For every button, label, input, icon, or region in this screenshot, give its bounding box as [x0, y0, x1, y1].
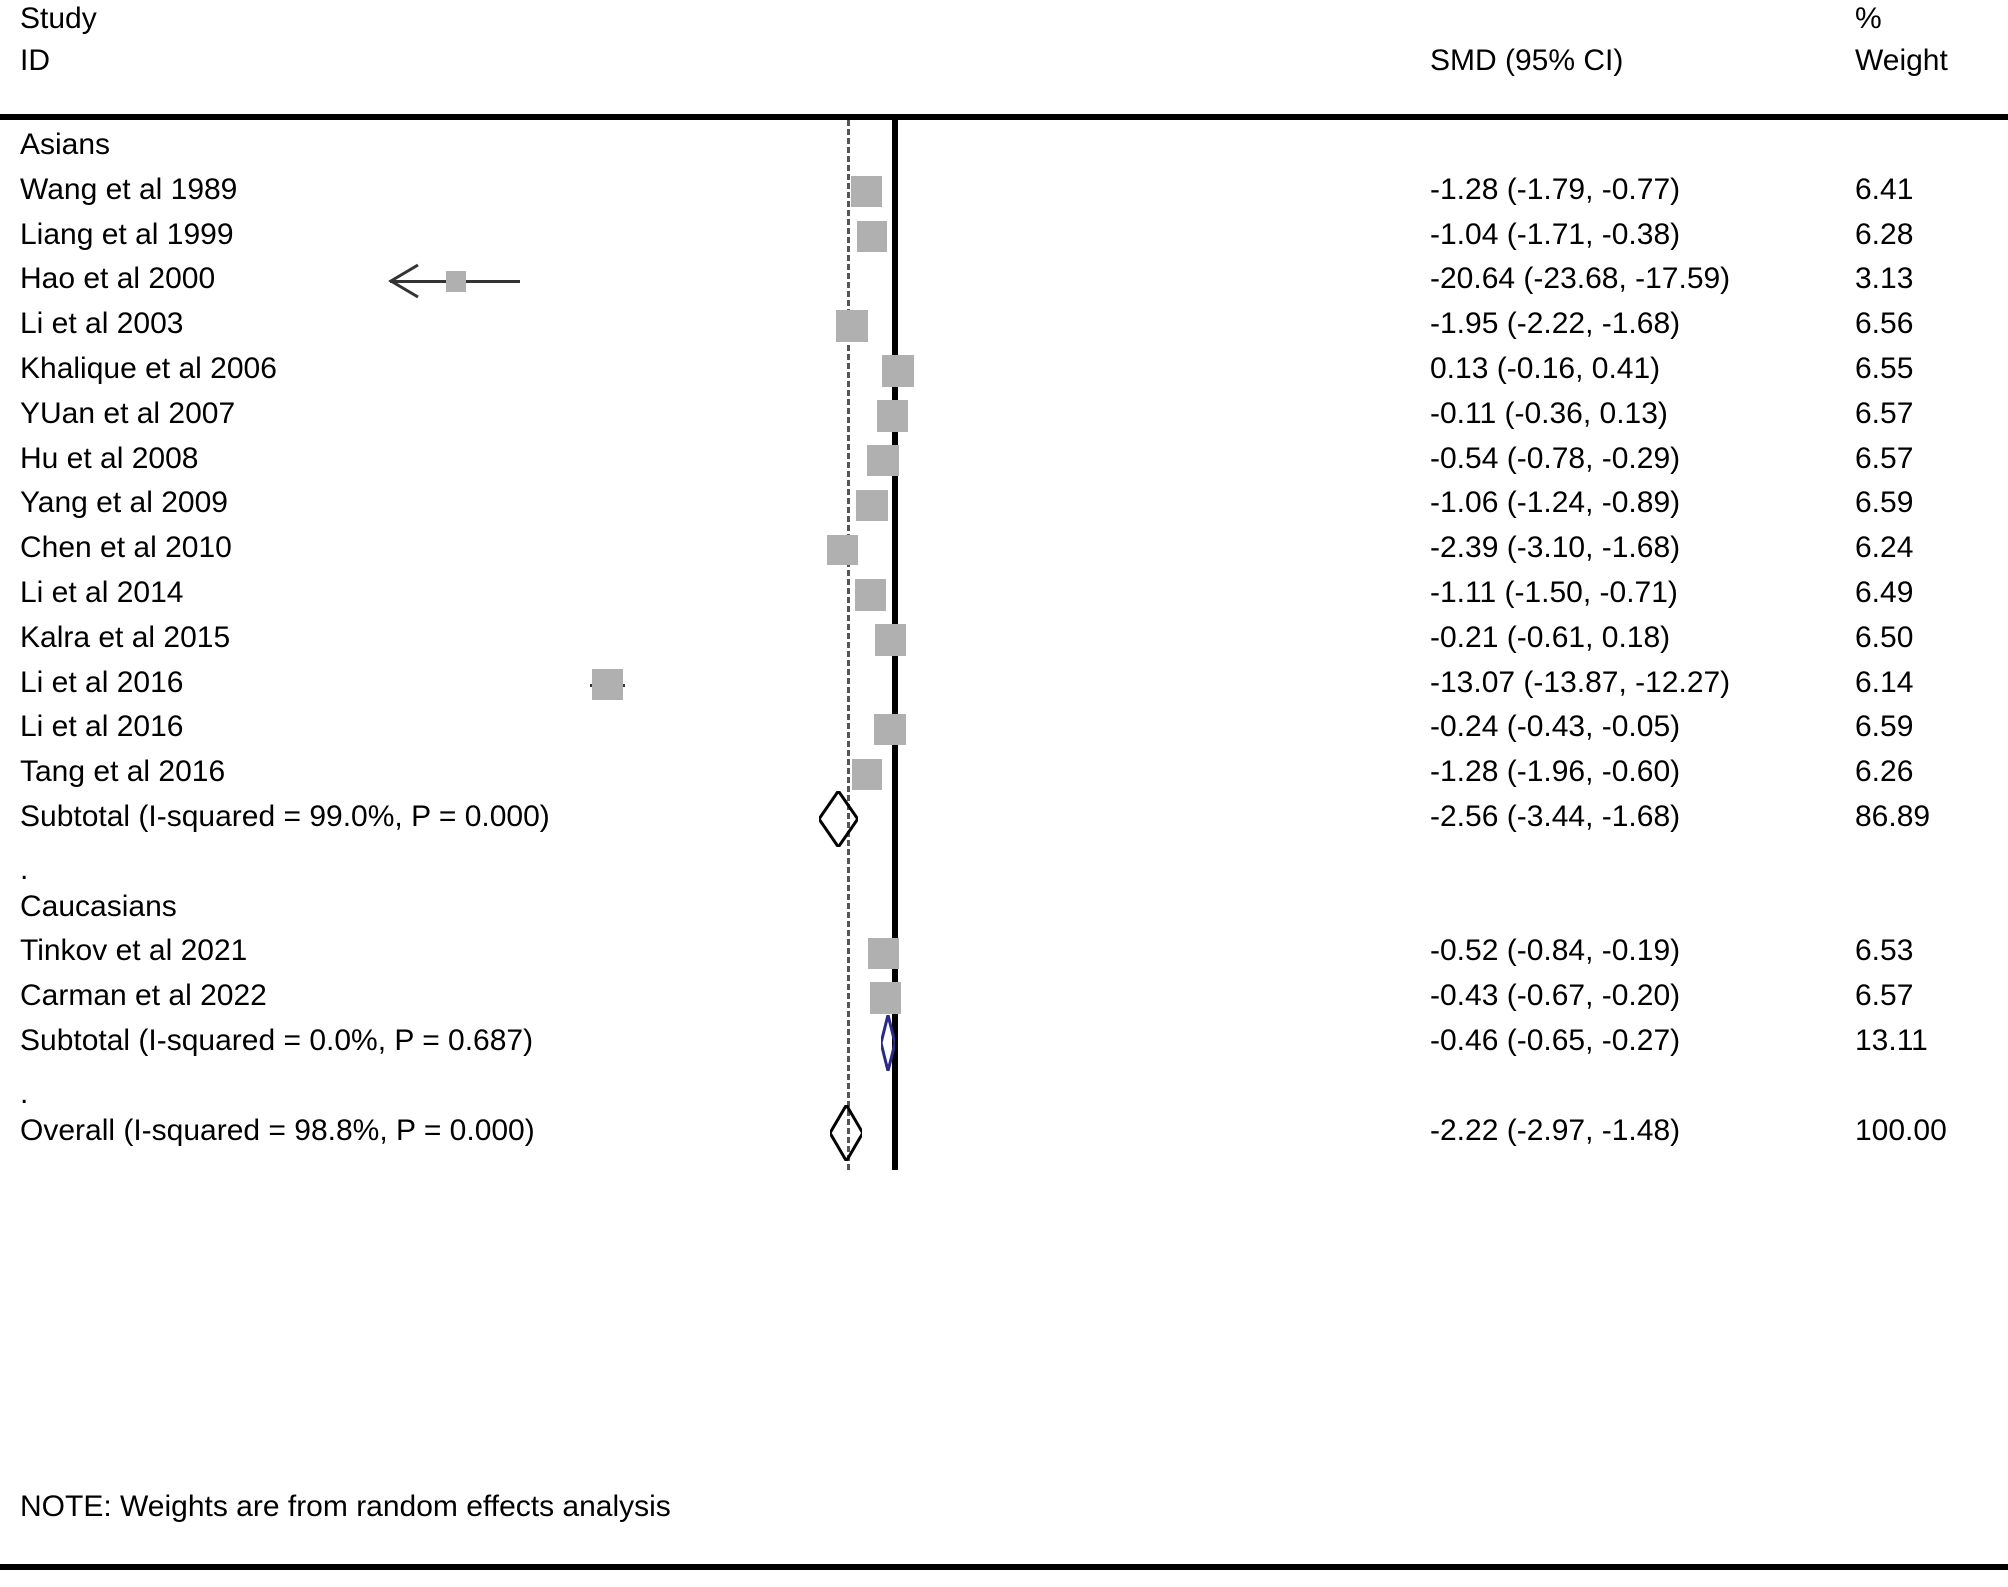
footnote-random-effects: NOTE: Weights are from random effects analysis — [20, 1490, 671, 1523]
study-effect-marker — [870, 982, 902, 1014]
smd-ci-value: -20.64 (-23.68, -17.59) — [1430, 262, 1731, 296]
study-effect-marker — [592, 669, 622, 699]
subtotal-diamond — [881, 1015, 895, 1076]
subtotal-diamond — [819, 791, 858, 852]
header-study-line1: Study — [20, 2, 97, 35]
smd-ci-value: -13.07 (-13.87, -12.27) — [1430, 665, 1731, 699]
study-label: Li et al 2003 — [20, 307, 184, 341]
weight-value: 6.59 — [1855, 710, 1914, 744]
footer-divider-rule — [0, 1564, 2008, 1570]
study-effect-marker — [874, 714, 906, 746]
weight-value: 6.50 — [1855, 620, 1914, 654]
study-label: Hu et al 2008 — [20, 441, 199, 475]
study-label: Li et al 2016 — [20, 665, 184, 699]
header-divider-rule — [0, 114, 2008, 120]
overall-diamond — [830, 1105, 863, 1166]
study-label: Chen et al 2010 — [20, 531, 232, 565]
weight-value: 13.11 — [1855, 1024, 1928, 1057]
spacer-dot: . — [20, 852, 29, 886]
study-effect-marker — [851, 176, 882, 207]
smd-ci-value: -2.39 (-3.10, -1.68) — [1430, 531, 1681, 565]
study-effect-marker — [852, 759, 883, 790]
smd-ci-value: -1.28 (-1.96, -0.60) — [1430, 755, 1681, 789]
study-label: Li et al 2016 — [20, 710, 184, 744]
weight-value: 6.57 — [1855, 979, 1914, 1013]
study-label: Wang et al 1989 — [20, 172, 238, 206]
study-effect-marker — [882, 355, 914, 387]
smd-ci-value: -1.28 (-1.79, -0.77) — [1430, 172, 1681, 206]
weight-value: 6.24 — [1855, 531, 1914, 565]
weight-value: 3.13 — [1855, 262, 1914, 296]
study-label: Yang et al 2009 — [20, 486, 228, 520]
study-effect-marker — [867, 445, 899, 477]
weight-value: 86.89 — [1855, 800, 1931, 833]
group-heading-label: Asians — [20, 128, 111, 161]
weight-value: 6.49 — [1855, 576, 1914, 609]
weight-value: 6.57 — [1855, 396, 1914, 430]
weight-value: 6.57 — [1855, 441, 1914, 475]
weight-value: 6.28 — [1855, 217, 1914, 251]
study-effect-marker — [877, 400, 909, 432]
weight-value: 100.00 — [1855, 1113, 1947, 1147]
study-label: Li et al 2014 — [20, 576, 184, 609]
header-smd: SMD (95% CI) — [1430, 44, 1624, 77]
weight-value: 6.26 — [1855, 755, 1914, 789]
study-effect-marker — [856, 490, 888, 522]
smd-ci-value: -1.11 (-1.50, -0.71) — [1430, 576, 1678, 609]
weight-value: 6.41 — [1855, 172, 1914, 206]
study-effect-marker — [836, 310, 868, 342]
study-label: Carman et al 2022 — [20, 979, 267, 1013]
smd-ci-value: -0.43 (-0.67, -0.20) — [1430, 979, 1681, 1013]
header-weight-line1: % — [1855, 2, 1882, 35]
smd-ci-value: -0.21 (-0.61, 0.18) — [1430, 620, 1671, 654]
weight-value: 6.14 — [1855, 665, 1914, 699]
study-effect-marker — [855, 579, 886, 610]
spacer-dot: . — [20, 1076, 29, 1110]
weight-value: 6.55 — [1855, 352, 1914, 385]
study-label: Khalique et al 2006 — [20, 352, 277, 385]
pooled-estimate-reference-line — [847, 120, 850, 1170]
study-label: Tinkov et al 2021 — [20, 934, 248, 968]
smd-ci-value: -1.04 (-1.71, -0.38) — [1430, 217, 1681, 251]
subtotal-label: Subtotal (I-squared = 0.0%, P = 0.687) — [20, 1024, 534, 1057]
smd-ci-value: -0.46 (-0.65, -0.27) — [1430, 1024, 1681, 1057]
group-heading-label: Caucasians — [20, 889, 177, 923]
subtotal-label: Subtotal (I-squared = 99.0%, P = 0.000) — [20, 800, 550, 833]
weight-value: 6.59 — [1855, 486, 1914, 520]
ci-arrowhead-icon — [388, 263, 422, 304]
study-effect-marker — [875, 624, 906, 655]
header-study-line2: ID — [20, 44, 50, 77]
study-effect-marker — [857, 221, 888, 252]
smd-ci-value: 0.13 (-0.16, 0.41) — [1430, 352, 1661, 385]
study-label: YUan et al 2007 — [20, 396, 236, 430]
study-label: Hao et al 2000 — [20, 262, 216, 296]
smd-ci-value: -0.24 (-0.43, -0.05) — [1430, 710, 1681, 744]
study-label: Tang et al 2016 — [20, 755, 226, 789]
study-effect-marker — [827, 535, 858, 566]
weight-value: 6.53 — [1855, 934, 1914, 968]
study-effect-marker — [868, 938, 900, 970]
weight-value: 6.56 — [1855, 307, 1914, 341]
smd-ci-value: -0.11 (-0.36, 0.13) — [1430, 396, 1668, 430]
smd-ci-value: -2.22 (-2.97, -1.48) — [1430, 1113, 1681, 1147]
smd-ci-value: -0.54 (-0.78, -0.29) — [1430, 441, 1681, 475]
smd-ci-value: -1.06 (-1.24, -0.89) — [1430, 486, 1681, 520]
header-weight-line2: Weight — [1855, 44, 1948, 77]
study-effect-marker — [446, 271, 466, 291]
study-label: Liang et al 1999 — [20, 217, 234, 251]
smd-ci-value: -1.95 (-2.22, -1.68) — [1430, 307, 1681, 341]
smd-ci-value: -0.52 (-0.84, -0.19) — [1430, 934, 1681, 968]
overall-label: Overall (I-squared = 98.8%, P = 0.000) — [20, 1113, 535, 1147]
smd-ci-value: -2.56 (-3.44, -1.68) — [1430, 800, 1681, 833]
study-label: Kalra et al 2015 — [20, 620, 231, 654]
